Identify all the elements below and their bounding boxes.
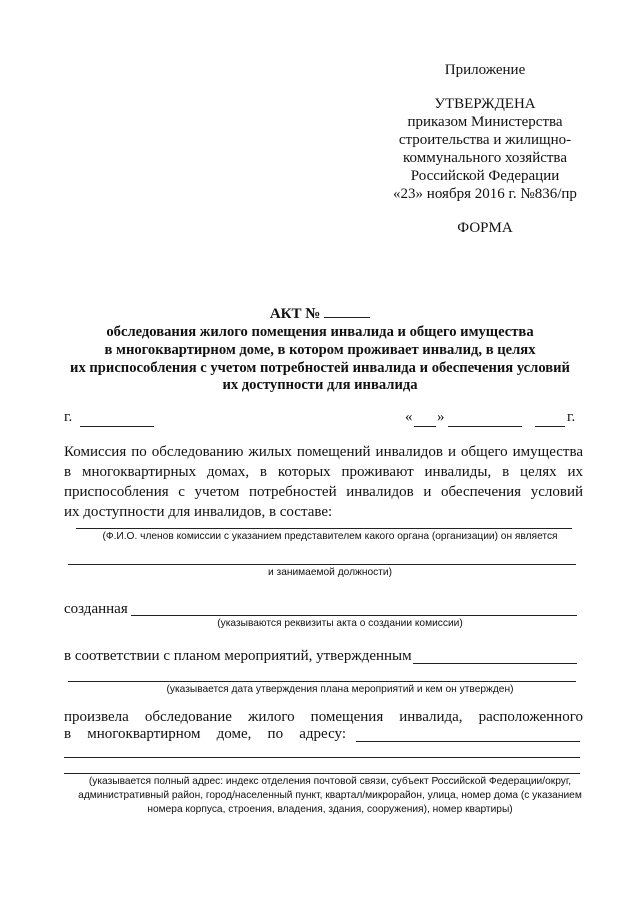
city-prefix: г. xyxy=(64,409,73,425)
plan-blank-2 xyxy=(68,681,576,682)
address-hint: (указывается полный адрес: индекс отделения почтовой связи, субъект Российской Федерации/округ, xyxy=(88,776,572,787)
title-line: их доступности для инвалида xyxy=(222,377,418,393)
inspection-address-label xyxy=(64,725,346,743)
commission-members-blank xyxy=(76,528,572,529)
plan-label: в соответствии с планом мероприятий, утвержденным xyxy=(64,648,412,664)
act-number-label: АКТ № xyxy=(269,306,321,322)
title-line: их приспособления с учетом потребностей инвалида и обеспечения условий xyxy=(70,360,570,376)
act-number-blank xyxy=(324,303,370,318)
date-quote-open: « xyxy=(405,409,413,425)
commission-hint: (Ф.И.О. членов комиссии с указанием представителем какого органа (организации) он является xyxy=(102,531,558,542)
commission-line: приспособления с учетом потребностей инвалидов и обеспечения условий xyxy=(64,484,583,500)
commission-line: их доступности для инвалидов, в составе: xyxy=(64,504,333,520)
act-title xyxy=(0,303,640,323)
approved-line: приказом Министерства xyxy=(407,114,563,130)
year-blank xyxy=(535,426,565,427)
month-blank xyxy=(448,426,522,427)
appendix-label: Приложение xyxy=(444,62,526,78)
approved-line: строительства и жилищно- xyxy=(398,132,572,148)
approved-line: «23» ноября 2016 г. №836/пр xyxy=(393,186,577,202)
year-suffix: г. xyxy=(567,409,576,425)
title-line: обследования жилого помещения инвалида и общего имущества xyxy=(106,324,534,340)
address-hint: административный район, город/населенный пункт, квартал/микрорайон, улица, номер дома (с указанием xyxy=(78,790,582,801)
address-blank-2 xyxy=(64,757,580,758)
created-label: созданная xyxy=(64,601,128,617)
plan-blank xyxy=(413,663,577,664)
day-blank xyxy=(414,426,436,427)
inspection-line: в многоквартирном доме, по адресу: xyxy=(64,726,346,742)
inspection-line: произвела обследование жилого помещения инвалида, расположенного xyxy=(64,709,583,725)
address-hint: номера корпуса, строения, владения, здания, сооружения), номер квартиры) xyxy=(147,804,513,815)
created-hint: (указываются реквизиты акта о создании комиссии) xyxy=(217,618,463,629)
plan-hint: (указывается дата утверждения плана мероприятий и кем он утвержден) xyxy=(166,684,514,695)
approved-line: Российской Федерации xyxy=(410,168,560,184)
form-label: ФОРМА xyxy=(457,220,513,236)
address-blank xyxy=(356,741,580,742)
commission-line: Комиссия по обследованию жилых помещений инвалидов и общего имущества xyxy=(64,444,583,460)
city-blank xyxy=(80,426,154,427)
approved-line: коммунального хозяйства xyxy=(403,150,567,166)
created-blank xyxy=(131,615,577,616)
approved-label: УТВЕРЖДЕНА xyxy=(434,96,536,112)
date-quote-close: » xyxy=(437,409,445,425)
commission-position-blank xyxy=(68,564,576,565)
commission-hint: и занимаемой должности) xyxy=(268,567,392,578)
title-line: в многоквартирном доме, в котором проживает инвалид, в целях xyxy=(104,342,536,358)
commission-line: в многоквартирных домах, в которых проживают инвалиды, в целях их xyxy=(64,464,583,480)
address-blank-3 xyxy=(64,773,580,774)
